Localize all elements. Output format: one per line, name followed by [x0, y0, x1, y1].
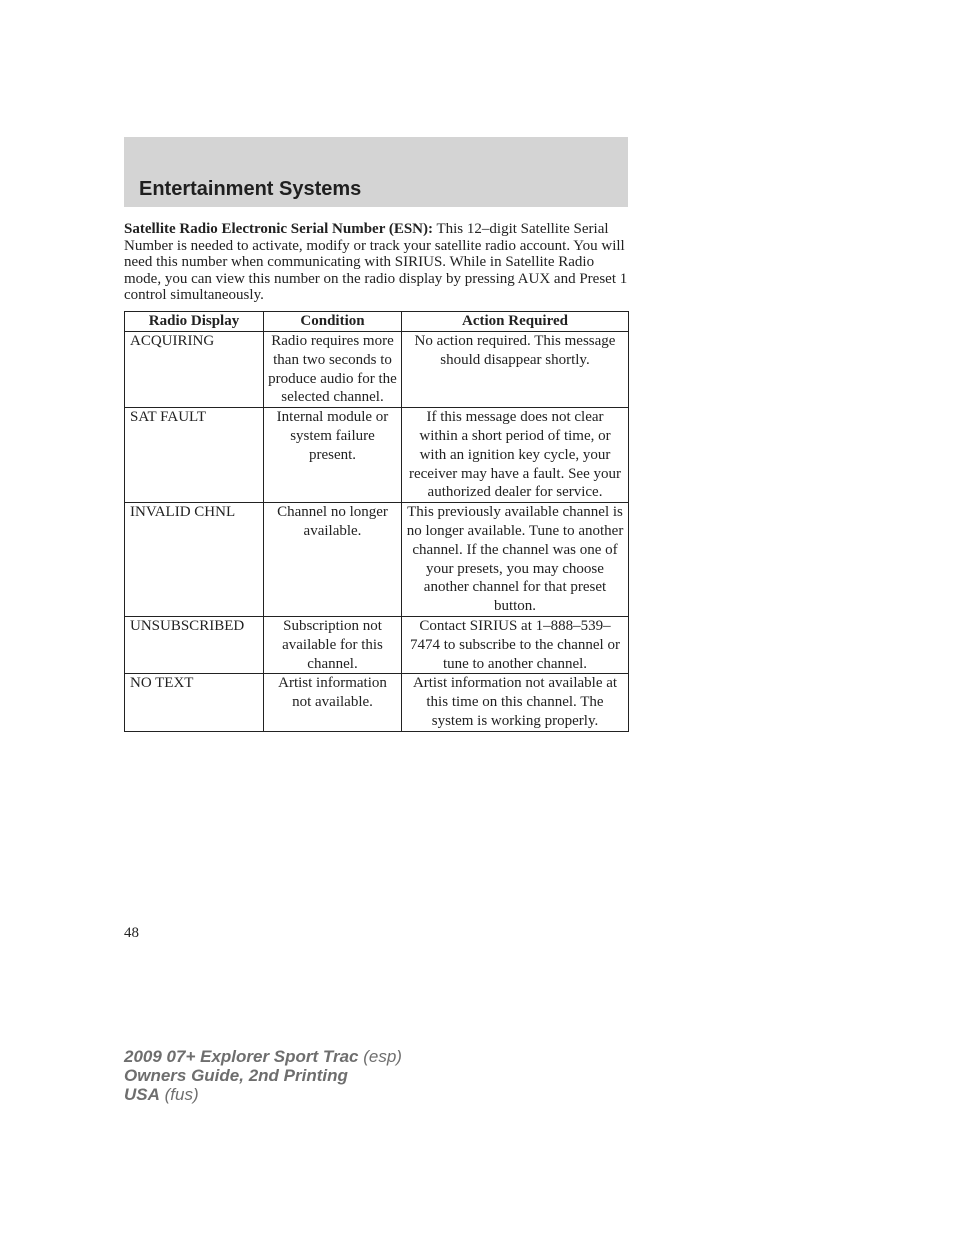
header-condition: Condition — [264, 312, 402, 332]
cell-action: No action required. This message should disappear shortly. — [402, 332, 629, 408]
table-header-row — [125, 312, 629, 332]
footer-market: USA — [124, 1085, 160, 1104]
cell-condition: Channel no longer available. — [264, 503, 402, 617]
esn-paragraph — [124, 221, 630, 304]
cell-display: SAT FAULT — [125, 408, 264, 503]
footer-line-2: Owners Guide, 2nd Printing — [124, 1066, 348, 1085]
cell-display: INVALID CHNL — [125, 503, 264, 617]
table-row — [125, 616, 629, 673]
section-title: Entertainment Systems — [139, 178, 362, 200]
cell-action: This previously available channel is no longer available. Tune to another channel. If the channel was one of your presets, you may choose another channel for that preset button. — [402, 503, 629, 617]
cell-action: If this message does not clear within a short period of time, or with an ignition key cycle, your receiver may have a fault. See your authorized dealer for service. — [402, 408, 629, 503]
table-row — [125, 503, 629, 617]
esn-lead: Satellite Radio Electronic Serial Number (ESN): — [124, 221, 433, 237]
footer-market-code: (fus) — [159, 1085, 199, 1104]
cell-condition: Internal module or system failure present. — [264, 408, 402, 503]
footer-line-1 — [124, 1047, 402, 1066]
footer-model: 2009 07+ Explorer Sport Trac — [124, 1047, 359, 1066]
cell-action: Artist information not available at this time on this channel. The system is working properly. — [402, 674, 629, 731]
footer-line-3 — [124, 1085, 402, 1104]
cell-display: NO TEXT — [125, 674, 264, 731]
cell-condition: Radio requires more than two seconds to produce audio for the selected channel. — [264, 332, 402, 408]
cell-action: Contact SIRIUS at 1–888–539–7474 to subscribe to the channel or tune to another channel. — [402, 616, 629, 673]
table-row — [125, 332, 629, 408]
header-radio-display: Radio Display — [125, 312, 264, 332]
section-header — [124, 137, 628, 207]
header-action-required: Action Required — [402, 312, 629, 332]
table-row — [125, 674, 629, 731]
radio-display-table — [124, 311, 629, 732]
cell-display: ACQUIRING — [125, 332, 264, 408]
footer-model-code: (esp) — [358, 1047, 402, 1066]
cell-display: UNSUBSCRIBED — [125, 616, 264, 673]
esn-text: This 12–digit Satellite Serial Number is needed to activate, modify or track your satellite radio account. You will need this number when communicating with SIRIUS. While in Satellite Radio mode, you can view this number on the radio display by pressing AUX and Preset 1 control simultaneously. — [124, 221, 628, 303]
cell-condition: Artist information not available. — [264, 674, 402, 731]
cell-condition: Subscription not available for this channel. — [264, 616, 402, 673]
page-number: 48 — [124, 925, 139, 941]
document-footer — [124, 1047, 402, 1104]
table-row — [125, 408, 629, 503]
